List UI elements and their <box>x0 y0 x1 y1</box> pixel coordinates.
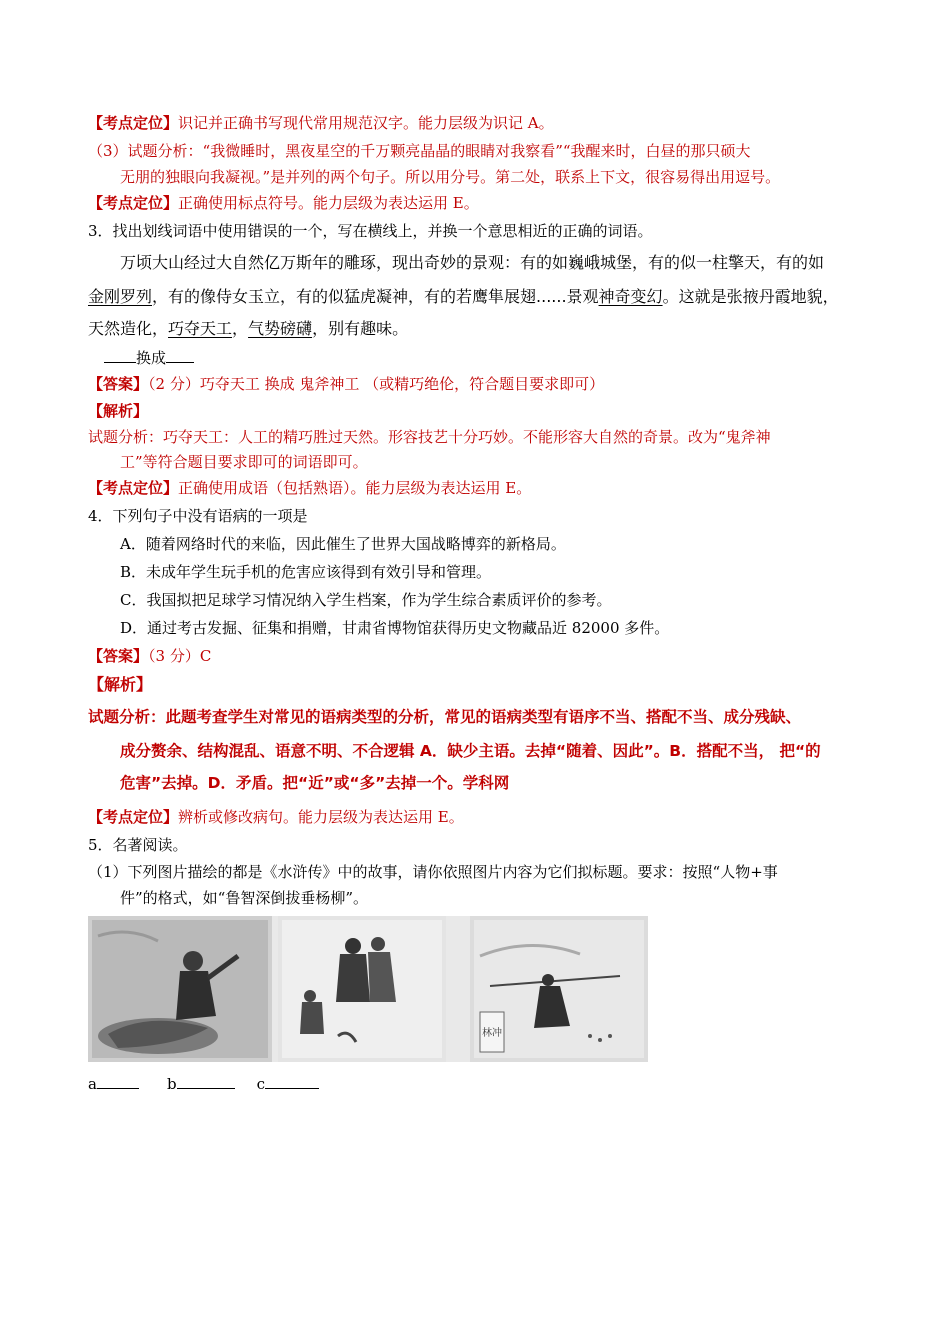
kaodian-text: 识记并正确书写现代常用规范汉字。能力层级为识记 A。 <box>178 114 554 132</box>
passage-text: ，有的像侍女玉立，有的似猛虎凝神，有的若鹰隼展翅......景观 <box>152 287 599 306</box>
answer-bracket: 【答案】 <box>88 647 149 665</box>
q4-option-b: B．未成年学生玩手机的危害应该得到有效引导和管理。 <box>120 563 492 581</box>
kaodian-bracket: 【考点定位】 <box>88 808 179 826</box>
fill-label-b: b <box>166 1075 177 1093</box>
q3-answer <box>88 373 604 395</box>
fill-label-c: c <box>256 1075 265 1093</box>
illustration-b <box>278 916 446 1062</box>
q4-answer <box>88 645 211 667</box>
kaodian-line-2 <box>88 192 479 214</box>
analysis-3-line-1: （3）试题分析：“我微睡时，黑夜星空的千万颗亮晶晶的眼睛对我察看”“我醒来时，白昼的那只硕大 <box>88 142 751 160</box>
q3-analysis-line-2: 工”等符合题目要求即可的词语即可。 <box>120 453 368 471</box>
underlined-word: 神奇变幻 <box>598 287 663 306</box>
q4-analysis-heading: 【解析】 <box>88 675 153 694</box>
q5-fill-line <box>88 1072 319 1095</box>
kaodian-bracket: 【考点定位】 <box>88 194 179 212</box>
answer-text: （2 分）巧夺天工 换成 鬼斧神工 （或精巧绝伦，符合题目要求即可） <box>148 375 605 393</box>
kaodian-text: 正确使用标点符号。能力层级为表达运用 E。 <box>178 194 479 212</box>
q3-passage-line-3 <box>88 316 408 342</box>
q4-analysis-line-1: 试题分析：此题考查学生对常见的语病类型的分析，常见的语病类型有语序不当、搭配不当、成分残缺、 <box>88 708 802 726</box>
underlined-word: 巧夺天工 <box>168 319 233 338</box>
q3-kaodian <box>88 477 531 499</box>
passage-text: ， <box>232 319 249 338</box>
answer-blank-b[interactable] <box>177 1072 235 1089</box>
answer-text: （3 分）C <box>148 647 212 665</box>
illustration-strip <box>88 916 648 1062</box>
q3-title: 3．找出划线词语中使用错误的一个，写在横线上，并换一个意思相近的正确的词语。 <box>88 222 653 240</box>
q4-option-c: C．我国拟把足球学习情况纳入学生档案，作为学生综合素质评价的参考。 <box>120 591 612 609</box>
underlined-word: 气势磅礴 <box>248 319 313 338</box>
q3-passage-line-2 <box>88 284 839 310</box>
q4-option-a: A．随着网络时代的来临，因此催生了世界大国战略博弈的新格局。 <box>120 535 566 553</box>
kaodian-line-1 <box>88 112 554 134</box>
passage-text: 。这就是张掖丹霞地貌， <box>662 287 839 306</box>
answer-bracket: 【答案】 <box>88 375 149 393</box>
analysis-3-line-2: 无朋的独眼向我凝视。”是并列的两个句子。所以用分号。第二处，联系上下文，很容易得出用逗号。 <box>120 168 781 186</box>
fill-label-a: a <box>88 1075 97 1093</box>
illustration-c <box>470 916 648 1062</box>
kaodian-text: 正确使用成语（包括熟语）。能力层级为表达运用 E。 <box>178 479 532 497</box>
illustration-a <box>88 916 272 1062</box>
passage-text: 天然造化， <box>88 319 169 338</box>
q4-option-d: D．通过考古发掘、征集和捐赠，甘肃省博物馆获得历史文物藏品近 82000 多件。 <box>120 619 670 637</box>
q4-kaodian <box>88 806 464 828</box>
q3-analysis-heading: 【解析】 <box>88 402 149 420</box>
kaodian-text: 辨析或修改病句。能力层级为表达运用 E。 <box>178 808 464 826</box>
q3-replace-line <box>104 346 194 369</box>
underlined-word: 金刚罗列 <box>88 287 153 306</box>
q4-title: 4．下列句子中没有语病的一项是 <box>88 507 308 525</box>
q4-analysis-line-3: 危害”去掉。D．矛盾。把“近”或“多”去掉一个。学科网 <box>120 774 510 792</box>
answer-blank[interactable] <box>104 346 136 363</box>
kaodian-bracket: 【考点定位】 <box>88 479 179 497</box>
q4-analysis-line-2: 成分赘余、结构混乱、语意不明、不合逻辑 A．缺少主语。去掉“随着、因此”。B．搭配不当， 把“的 <box>120 742 821 760</box>
answer-blank-c[interactable] <box>265 1072 319 1089</box>
passage-text: ，别有趣味。 <box>312 319 409 338</box>
kaodian-bracket: 【考点定位】 <box>88 114 179 132</box>
q3-analysis-line-1: 试题分析：巧夺天工：人工的精巧胜过天然。形容技艺十分巧妙。不能形容大自然的奇景。改为“鬼斧神 <box>88 428 771 446</box>
q3-passage-line-1: 万顷大山经过大自然亿万斯年的雕琢，现出奇妙的景观：有的如巍峨城堡，有的似一柱擎天，有的如 <box>120 253 825 272</box>
q5-instruction-line-2: 件”的格式，如“鲁智深倒拔垂杨柳”。 <box>120 889 369 907</box>
stamp-text: 林冲 <box>482 1028 502 1039</box>
answer-blank-a[interactable] <box>97 1072 139 1089</box>
q5-instruction-line-1: （1）下列图片描绘的都是《水浒传》中的故事，请你依照图片内容为它们拟标题。要求：按照“人物+事 <box>88 863 778 881</box>
replace-label: 换成 <box>136 349 167 367</box>
q5-title: 5．名著阅读。 <box>88 836 188 854</box>
answer-blank[interactable] <box>166 346 194 363</box>
